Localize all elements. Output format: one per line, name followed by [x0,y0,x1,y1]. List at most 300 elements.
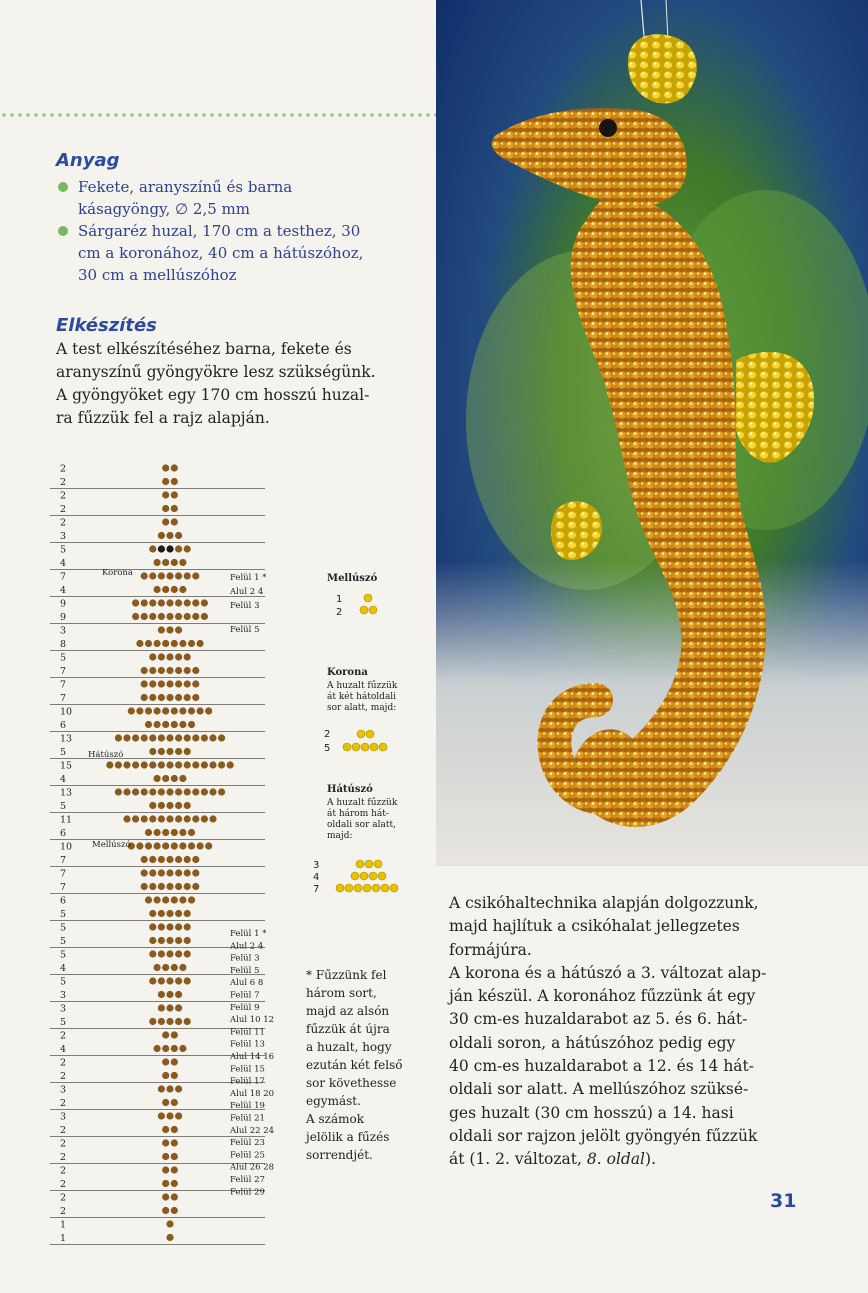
pattern-bead [141,788,148,795]
seahorse-photo [436,0,868,866]
pattern-step-label: Felül 3 [230,953,260,964]
pattern-row-number: 3 [60,1084,67,1096]
pattern-step-label: Felül 1 * [230,929,267,939]
pattern-bead [149,761,156,768]
pattern-bead [166,923,173,930]
pattern-bead [166,977,173,984]
pattern-row-number: 2 [60,1138,67,1150]
pattern-bead [162,1153,169,1160]
pattern-step-label: Felül 15 [230,1064,265,1075]
pattern-bead [158,748,165,755]
pattern-bead [184,856,191,863]
pattern-bead [175,572,182,579]
pattern-bead [158,761,165,768]
pattern-bead [162,964,169,971]
dorsal-row-label: 4 [313,872,320,883]
pattern-bead [166,545,173,552]
pattern-bead [141,667,148,674]
pattern-bead [175,545,182,552]
pattern-bead [166,937,173,944]
pattern-bead [171,505,178,512]
pattern-bead [175,802,182,809]
pattern-bead [158,991,165,998]
pattern-bead [158,856,165,863]
pattern-bead [149,788,156,795]
materials-item-beads: Fekete, aranyszínű és barna kásagyöngy, ∅ 2,5 mm [56,176,328,220]
pattern-bead [175,1112,182,1119]
pattern-bead [171,491,178,498]
pattern-bead [171,896,178,903]
pattern-bead [184,950,191,957]
pattern-bead [209,734,216,741]
pattern-row-number: 2 [60,463,67,475]
pattern-bead [175,748,182,755]
pattern-bead [192,694,199,701]
pattern-bead [171,1072,178,1079]
pattern-bead [171,586,178,593]
pattern-bead [158,1004,165,1011]
pattern-bead [166,599,173,606]
pattern-bead [166,748,173,755]
pattern-bead [175,613,182,620]
pattern-bead [106,761,113,768]
pattern-bead [166,1112,173,1119]
pattern-bead [128,707,135,714]
pattern-bead [171,829,178,836]
pattern-bead [154,707,161,714]
pattern-bead [132,761,139,768]
pattern-bead [218,788,225,795]
pattern-bead [158,937,165,944]
pattern-bead [175,653,182,660]
pattern-row-number: 1 [60,1233,67,1244]
pattern-bead [158,910,165,917]
pattern-bead [158,883,165,890]
pattern-row-number: 3 [60,531,67,542]
pattern-bead [197,842,204,849]
pattern-bead [149,667,156,674]
pattern-bead [201,761,208,768]
pattern-bead [158,950,165,957]
pattern-bead [149,613,156,620]
pattern-step-label: Felül 13 [230,1039,265,1050]
materials-heading: Anyag [56,150,120,171]
pattern-bead [149,694,156,701]
pattern-bead [192,761,199,768]
pattern-bead [154,842,161,849]
pattern-bead [197,640,204,647]
pattern-bead [175,734,182,741]
pattern-bead [184,572,191,579]
pattern-bead [175,626,182,633]
pattern-bead [123,761,130,768]
pattern-row-number: 5 [60,652,67,664]
pattern-bead [149,545,156,552]
pattern-step-label: Alul 14 16 [230,1052,275,1062]
pattern-bead [184,1018,191,1025]
pattern-bead [192,815,199,822]
pattern-bead [123,734,130,741]
pattern-bead [184,802,191,809]
pattern-row-number: 13 [60,787,73,799]
pattern-bead [179,896,186,903]
pattern-bead [171,1207,178,1214]
pattern-bead [162,896,169,903]
pattern-bead [175,977,182,984]
pectoral-fin-diagram [355,592,385,618]
pattern-bead [197,707,204,714]
pattern-bead [132,815,139,822]
pattern-bead [179,707,186,714]
pattern-bead [166,883,173,890]
pattern-bead [184,815,191,822]
pattern-bead [179,1045,186,1052]
pattern-bead [175,1018,182,1025]
pattern-bead [162,842,169,849]
pattern-bead [166,626,173,633]
dorsal-fin-diagram [328,858,418,898]
pattern-step-label: Felül 3 [230,601,260,611]
pattern-bead [184,869,191,876]
pattern-row-number: 2 [60,1125,67,1136]
pattern-bead [192,856,199,863]
pattern-row-number: 2 [60,1098,67,1109]
pattern-bead [166,572,173,579]
pattern-bead [162,707,169,714]
pattern-bead [166,950,173,957]
pattern-bead [166,856,173,863]
pattern-bead [184,734,191,741]
pattern-bead [179,559,186,566]
pattern-step-label: Alul 2 4 [230,587,264,597]
pattern-bead [175,815,182,822]
pattern-bead [171,1045,178,1052]
pattern-bead [175,1004,182,1011]
pattern-bead [171,707,178,714]
dotted-divider [0,112,436,118]
crown-text: A huzalt fűzzük át két hátoldali sor alatt, majd: [327,681,398,713]
pattern-bead [166,910,173,917]
page-number: 31 [770,1190,797,1212]
pattern-bead [145,829,152,836]
pattern-bead [166,869,173,876]
dorsal-row-label: 7 [313,884,320,895]
pattern-bead [171,1153,178,1160]
pattern-row-number: 2 [60,1206,67,1217]
pattern-bead [158,734,165,741]
pattern-bead [141,599,148,606]
pattern-bead [158,667,165,674]
pattern-row-number: 15 [60,760,73,772]
pattern-step-label: Felül 27 [230,1175,265,1185]
pattern-bead [149,950,156,957]
pattern-row-number: 7 [60,882,67,893]
pattern-bead [218,761,225,768]
pattern-bead [149,734,156,741]
pattern-bead [171,464,178,471]
pattern-bead [158,1112,165,1119]
pattern-bead [154,1045,161,1052]
pattern-bead [166,734,173,741]
pattern-bead [162,1207,169,1214]
pattern-bead [166,991,173,998]
pattern-bead [158,977,165,984]
pattern-bead [162,559,169,566]
pattern-row-number: 2 [60,1057,67,1069]
pattern-bead [132,599,139,606]
pattern-bead [132,613,139,620]
pattern-step-label: Felül 9 [230,1002,260,1013]
pattern-bead [171,1031,178,1038]
pattern-bead [209,788,216,795]
pattern-bead [171,1139,178,1146]
pattern-row-number: 5 [60,976,67,988]
pattern-row-number: 2 [60,1179,67,1190]
pattern-step-label: Alul 6 8 [230,978,264,989]
pattern-bead [158,869,165,876]
pattern-row-number: 2 [60,1030,67,1042]
pattern-row-number: 4 [60,963,67,974]
pattern-step-label: Felül 29 [230,1187,265,1198]
pattern-bead [171,478,178,485]
pattern-bead [162,491,169,498]
pattern-bead [175,694,182,701]
pattern-bead [162,1139,169,1146]
pattern-step-label: Felül 25 [230,1150,265,1161]
materials-item-wire: Sárgaréz huzal, 170 cm a testhez, 30 cm a koronához, 40 cm a hátúszóhoz, 30 cm a mellúszóhoz [56,220,378,286]
pattern-bead [166,680,173,687]
pattern-bead [149,1018,156,1025]
pattern-step-label: Felül 17 [230,1076,265,1087]
crown-row-label: 5 [324,743,331,754]
pattern-bead [158,694,165,701]
pattern-bead [158,613,165,620]
pattern-bead [188,721,195,728]
pattern-bead [162,1193,169,1200]
pattern-bead [149,680,156,687]
pattern-bead [175,532,182,539]
pattern-bead [154,775,161,782]
pattern-bead [145,707,152,714]
pattern-row-number: 6 [60,895,67,907]
pattern-bead [162,829,169,836]
pattern-bead [145,640,152,647]
pattern-row-number: 3 [60,1111,67,1123]
pattern-bead [188,842,195,849]
crown-label: Korona [102,568,133,578]
pattern-bead [123,788,130,795]
pattern-bead [123,815,130,822]
pattern-bead [188,896,195,903]
pattern-bead [179,842,186,849]
pattern-row-number: 6 [60,720,67,731]
pattern-bead [184,748,191,755]
pattern-bead [171,1058,178,1065]
pattern-bead [162,721,169,728]
pattern-row-number: 3 [60,1003,67,1015]
pattern-bead [141,856,148,863]
pattern-bead [201,613,208,620]
pattern-bead [201,599,208,606]
pattern-bead [162,1166,169,1173]
pattern-bead [149,869,156,876]
pattern-row-number: 7 [60,855,67,866]
pattern-step-label: Felül 7 [230,990,260,1001]
pattern-bead [188,707,195,714]
pattern-bead [158,532,165,539]
pattern-step-label: Felül 5 [230,625,260,635]
pattern-row-number: 4 [60,585,67,596]
pattern-bead [188,640,195,647]
pattern-row-number: 5 [60,801,67,812]
pattern-row-number: 2 [60,504,67,515]
pattern-bead [158,788,165,795]
pattern-bead [171,1166,178,1173]
pattern-bead [154,896,161,903]
dorsal-fin-title: Hátúszó [327,784,373,795]
pattern-bead [158,545,165,552]
pattern-bead [201,734,208,741]
pattern-bead [141,680,148,687]
pattern-bead [166,1085,173,1092]
pattern-bead [149,802,156,809]
pattern-bead [162,1126,169,1133]
pattern-bead [166,532,173,539]
pattern-bead [149,856,156,863]
pattern-bead [136,640,143,647]
pattern-step-label: Alul 18 20 [230,1088,275,1099]
instructions-line: A gyöngyöket egy 170 cm hosszú huzal- [56,386,370,404]
pattern-row-number: 5 [60,544,67,556]
pattern-bead [115,734,122,741]
pattern-bead [136,707,143,714]
pattern-bead [154,721,161,728]
pattern-bead [192,788,199,795]
dorsal-label: Hátúszó [88,750,124,760]
pattern-bead [179,640,186,647]
pattern-row-number: 5 [60,747,67,758]
crown-row-label: 2 [324,729,331,740]
pattern-bead [184,937,191,944]
pattern-row-number: 2 [60,490,67,502]
pattern-bead [149,599,156,606]
pattern-row-number: 7 [60,693,67,704]
pattern-bead [171,721,178,728]
pattern-step-label: Felül 5 [230,965,260,976]
pattern-row-number: 7 [60,666,67,677]
pattern-bead [175,869,182,876]
pattern-row-number: 7 [60,679,67,691]
pattern-row-number: 7 [60,868,67,880]
pattern-bead [166,1004,173,1011]
pattern-bead [162,1180,169,1187]
dorsal-fin-text: A huzalt fűzzük át három hát- oldali sor alatt, majd: [327,798,398,841]
pattern-row-number: 6 [60,828,67,839]
pattern-bead [171,1193,178,1200]
pattern-bead [209,761,216,768]
pattern-bead [154,829,161,836]
pattern-bead [184,883,191,890]
pattern-bead [171,1126,178,1133]
pattern-bead [184,599,191,606]
pattern-row-number: 4 [60,774,67,785]
pattern-bead [171,842,178,849]
pattern-bead [179,775,186,782]
pattern-bead [115,788,122,795]
pattern-row-number: 3 [60,625,67,637]
pattern-bead [158,653,165,660]
pattern-bead [158,626,165,633]
pattern-bead [184,667,191,674]
pattern-bead [218,734,225,741]
pattern-bead [166,1234,173,1241]
pattern-bead [192,680,199,687]
pattern-bead [184,680,191,687]
pattern-bead [192,613,199,620]
pattern-step-label: Felül 1 * [230,573,267,583]
pattern-bead [184,977,191,984]
pattern-row-number: 13 [60,733,73,745]
pattern-row-number: 9 [60,612,67,623]
pattern-bead [175,856,182,863]
pattern-bead [175,991,182,998]
pattern-bead [171,518,178,525]
pattern-bead [192,883,199,890]
pattern-bead [149,815,156,822]
pattern-bead [201,788,208,795]
pattern-bead [171,964,178,971]
pattern-bead [158,1085,165,1092]
pattern-bead [184,923,191,930]
pattern-bead [149,653,156,660]
pattern-bead [166,613,173,620]
pattern-bead [171,1180,178,1187]
pattern-bead [141,869,148,876]
pattern-bead [179,829,186,836]
pattern-bead [205,842,212,849]
pattern-row-number: 8 [60,639,67,650]
pattern-row-number: 9 [60,598,67,610]
pattern-bead [175,923,182,930]
pattern-bead [158,815,165,822]
instructions-line: ra fűzzük fel a rajz alapján. [56,409,270,427]
pattern-bead [158,572,165,579]
pattern-row-number: 5 [60,1017,67,1028]
pattern-bead [175,599,182,606]
pattern-bead [141,761,148,768]
pattern-bead [158,923,165,930]
pectoral-row-label: 2 [336,607,343,618]
pattern-bead [141,572,148,579]
pattern-bead [184,653,191,660]
pattern-bead [166,761,173,768]
pattern-bead [149,910,156,917]
pattern-bead [162,775,169,782]
pattern-bead [192,869,199,876]
pattern-step-label: Felül 23 [230,1138,265,1149]
pattern-bead [132,788,139,795]
pattern-bead [162,1072,169,1079]
pattern-bead [188,829,195,836]
pectoral-label: Mellúszó [92,840,131,850]
pattern-bead [166,802,173,809]
pattern-bead [184,694,191,701]
pattern-bead [141,613,148,620]
pattern-step-label: Alul 22 24 [230,1125,275,1136]
pattern-step-label: Felül 11 [230,1027,265,1038]
pattern-bead [115,761,122,768]
pattern-bead [171,640,178,647]
